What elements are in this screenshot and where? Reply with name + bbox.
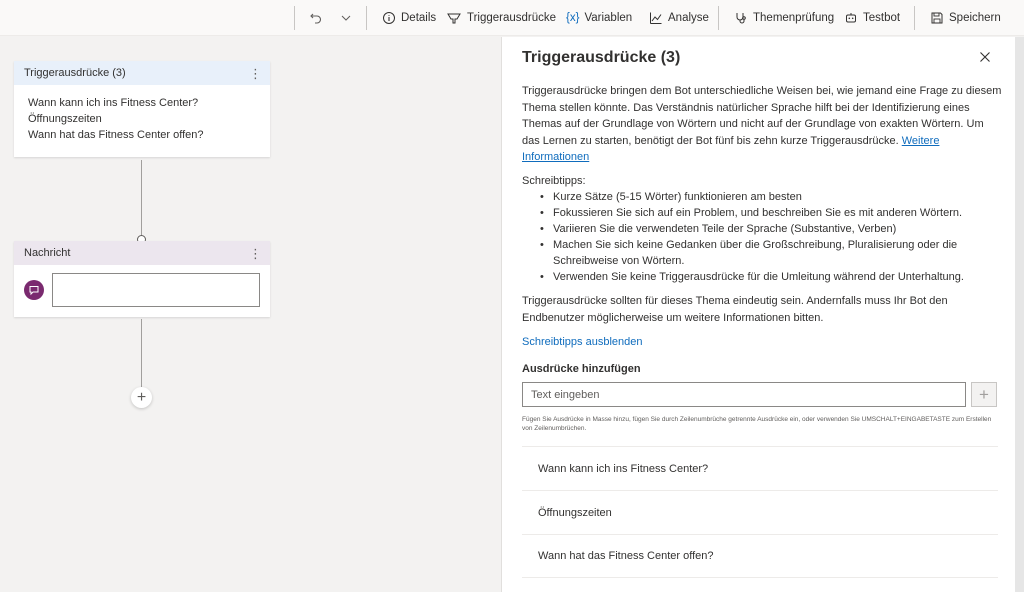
- chart-icon: [649, 11, 663, 25]
- tip-item: • Machen Sie sich keine Gedanken über die Großschreibung, Pluralisierung oder die Schreibweise von Wörtern.: [534, 237, 994, 269]
- variables-button[interactable]: [566, 0, 632, 36]
- phrase-row[interactable]: [522, 534, 998, 578]
- details-label: Details: [401, 12, 437, 24]
- trigger-icon: [446, 11, 462, 25]
- input-hint: Fügen Sie Ausdrücke in Masse hinzu, fügen Sie durch Zeilenumbrüche getrennte Ausdrücke ein, oder verwenden Sie UMSCHALT+EINGABETASTE zum Erstellen von Zeilenumbrüchen.: [522, 416, 992, 432]
- analysis-label: Analyse: [668, 12, 709, 24]
- toolbar-separator: [294, 6, 295, 30]
- undo-button[interactable]: [309, 0, 323, 36]
- add-phrases-label: Ausdrücke hinzufügen: [522, 363, 641, 375]
- hide-tips-link[interactable]: Schreibtipps ausblenden: [522, 336, 643, 348]
- connector-line: [141, 319, 142, 387]
- toolbar-separator: [914, 6, 915, 30]
- trigger-node-body: [14, 85, 270, 157]
- phrase-text: Wann kann ich ins Fitness Center?: [538, 462, 709, 475]
- undo-icon: [309, 11, 323, 25]
- toolbar-separator: [366, 6, 367, 30]
- toolbar: [0, 0, 1024, 36]
- trigger-node-header: [14, 61, 270, 85]
- add-node-button[interactable]: +: [131, 387, 152, 408]
- topic-check-label: Themenprüfung: [753, 12, 835, 24]
- variables-label: Variablen: [584, 12, 633, 24]
- message-node-body: [14, 265, 270, 317]
- tip-item: • Kurze Sätze (5-15 Wörter) funktionieren am besten: [534, 189, 994, 205]
- toolbar-separator: [718, 6, 719, 30]
- chevron-down-icon: [340, 12, 352, 24]
- trigger-node-phrase: Wann kann ich ins Fitness Center?: [28, 97, 199, 109]
- bot-icon: [844, 11, 858, 25]
- panel-title: Triggerausdrücke (3): [522, 49, 681, 66]
- more-info-link[interactable]: Weitere Informationen: [522, 134, 940, 163]
- tip-item: • Verwenden Sie keine Triggerausdrücke für die Umleitung während der Unterhaltung.: [534, 269, 994, 285]
- tip-item: • Variieren Sie die verwendeten Teile der Sprache (Substantive, Verben): [534, 221, 994, 237]
- scrollbar[interactable]: [1015, 37, 1024, 592]
- tip-item: • Fokussieren Sie sich auf ein Problem, und beschreiben Sie es mit anderen Wörtern.: [534, 205, 994, 221]
- phrase-text: Wann hat das Fitness Center offen?: [538, 550, 714, 562]
- uniqueness-note: Triggerausdrücke sollten für dieses Thema eindeutig sein. Andernfalls muss Ihr Bot den Endbenutzer möglicherweise um weitere Informationen bitten.: [522, 295, 948, 324]
- triggers-label: Triggerausdrücke: [467, 12, 557, 24]
- details-button[interactable]: [382, 0, 436, 36]
- message-node-header: [14, 241, 270, 265]
- add-phrase-button[interactable]: [971, 382, 997, 407]
- connector-line: [141, 160, 142, 236]
- trigger-node[interactable]: [14, 61, 270, 157]
- test-bot-button[interactable]: [844, 0, 900, 36]
- close-button[interactable]: [977, 49, 993, 65]
- message-text-box[interactable]: [52, 273, 260, 307]
- phrase-row[interactable]: [522, 446, 998, 490]
- message-node-title: Nachricht: [24, 247, 71, 259]
- more-options-icon[interactable]: ⋮: [249, 245, 262, 261]
- trigger-phrases-panel: [501, 37, 1015, 592]
- save-label: Speichern: [949, 12, 1001, 24]
- trigger-node-title: Triggerausdrücke (3): [24, 67, 126, 79]
- tips-title: Schreibtipps:: [522, 175, 586, 187]
- topic-check-button[interactable]: [734, 0, 834, 36]
- authoring-canvas: [0, 37, 501, 592]
- phrase-input[interactable]: [522, 382, 966, 407]
- save-button[interactable]: [930, 0, 1001, 36]
- variables-icon: {x}: [566, 12, 580, 24]
- panel-description: [522, 83, 1002, 166]
- stethoscope-icon: [734, 11, 748, 25]
- description-text: Triggerausdrücke bringen dem Bot unterschiedliche Weisen bei, wie jemand eine Frage zu diesem Thema stellen könnte. Das Verständnis natürlicher Sprache hilft bei der Identifizierung eines Themas auf der Grundlage von Wörtern und nicht auf der Grundlage von exakten Wörtern. Um das Lernen zu starten, benötigt der Bot fünf bis zehn kurze Triggerausdrücke.: [522, 85, 1002, 147]
- phrase-row[interactable]: [522, 490, 998, 534]
- phrase-text: Öffnungszeiten: [538, 506, 612, 519]
- trigger-node-phrase: Wann hat das Fitness Center offen?: [28, 129, 204, 141]
- phrase-list: [522, 446, 998, 578]
- analysis-button[interactable]: [649, 0, 709, 36]
- message-node[interactable]: [14, 241, 270, 317]
- tips-list: [534, 189, 994, 285]
- undo-dropdown-button[interactable]: [340, 0, 352, 36]
- triggers-button[interactable]: [446, 0, 556, 36]
- close-icon: [977, 49, 993, 65]
- test-bot-label: Testbot: [863, 12, 901, 24]
- plus-icon: +: [979, 385, 989, 404]
- more-options-icon[interactable]: ⋮: [249, 65, 262, 81]
- trigger-node-phrase: Öffnungszeiten: [28, 113, 102, 125]
- info-icon: [382, 11, 396, 25]
- message-icon: [24, 280, 44, 300]
- save-icon: [930, 11, 944, 25]
